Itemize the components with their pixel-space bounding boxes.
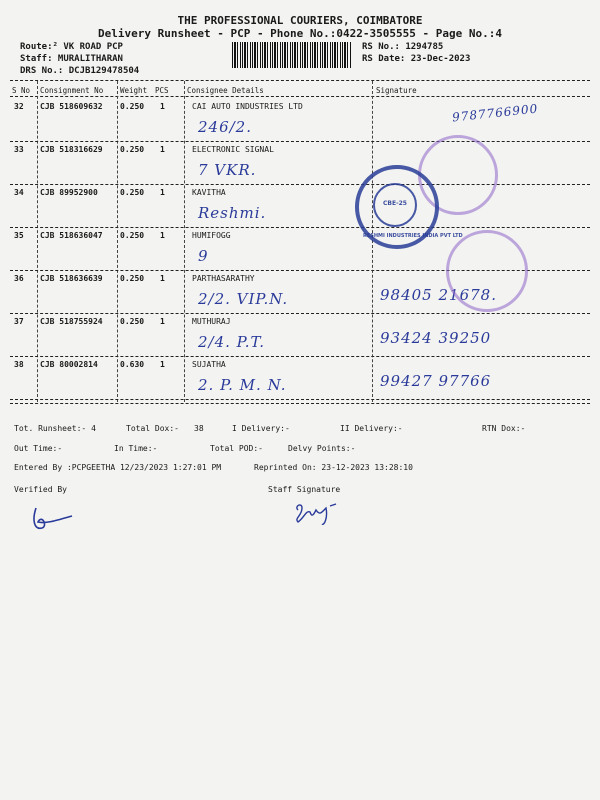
row-pcs: 1	[160, 188, 165, 197]
row-consignee: SUJATHA	[192, 360, 226, 369]
row-weight: 0.250	[120, 188, 145, 197]
drs-number: DRS No.: DCJB129478504	[20, 66, 140, 76]
column-divider	[184, 81, 185, 402]
row-sno: 38	[14, 360, 24, 369]
row-handwritten-address: Reshmi.	[198, 204, 267, 222]
row-consignee: MUTHURAJ	[192, 317, 231, 326]
column-header-consignment: Consignment No	[40, 86, 104, 95]
column-header-sno: S No	[12, 86, 31, 95]
row-sno: 36	[14, 274, 24, 283]
row-weight: 0.630	[120, 360, 145, 369]
column-header-weight: Weight	[120, 86, 148, 95]
rs-number: RS No.: 1294785	[362, 42, 444, 52]
row-handwritten-address: 7 VKR.	[198, 161, 257, 179]
entered-by: Entered By :PCPGEETHA 12/23/2023 1:27:01 PM	[14, 463, 222, 472]
verified-by-label: Verified By	[14, 485, 67, 494]
row-consignee: CAI AUTO INDUSTRIES LTD	[192, 102, 303, 111]
row-sno: 37	[14, 317, 24, 326]
row-consignee: HUMIFOGG	[192, 231, 231, 240]
column-header-consignee: Consignee Details	[187, 86, 264, 95]
row-separator	[10, 141, 590, 142]
verified-signature	[28, 500, 78, 534]
total-dox-value: 38	[194, 424, 204, 433]
total-dox-label: Total Dox:-	[126, 424, 179, 433]
row-pcs: 1	[160, 360, 165, 369]
staff-signature	[292, 496, 342, 530]
row-pcs: 1	[160, 145, 165, 154]
total-pod: Total POD:-	[210, 444, 263, 453]
row-pcs: 1	[160, 231, 165, 240]
row-sno: 32	[14, 102, 24, 111]
row-consignment-no: CJB 518316629	[40, 145, 103, 154]
row-separator	[10, 399, 590, 400]
row-handwritten-phone: 98405 21678.	[380, 286, 497, 304]
barcode	[232, 42, 352, 68]
row-weight: 0.250	[120, 145, 145, 154]
reshmi-stamp	[355, 165, 463, 249]
route-info: Route:² VK ROAD PCP	[20, 42, 123, 52]
company-title: THE PROFESSIONAL COURIERS, COIMBATORE	[177, 14, 423, 27]
row-handwritten-phone: 99427 97766	[380, 372, 492, 390]
i-delivery: I Delivery:-	[232, 424, 290, 433]
row-sno: 33	[14, 145, 24, 154]
row-handwritten-phone: 9787766900	[451, 101, 539, 125]
row-separator	[10, 184, 590, 185]
row-consignment-no: CJB 518755924	[40, 317, 103, 326]
row-consignment-no: CJB 518609632	[40, 102, 103, 111]
row-weight: 0.250	[120, 274, 145, 283]
ii-delivery: II Delivery:-	[340, 424, 403, 433]
table-top-border	[10, 80, 590, 81]
row-weight: 0.250	[120, 231, 145, 240]
row-handwritten-address: 2. P. M. N.	[198, 376, 287, 394]
row-weight: 0.250	[120, 102, 145, 111]
runsheet-subtitle: Delivery Runsheet - PCP - Phone No.:0422-3505555 - Page No.:4	[98, 27, 502, 40]
row-handwritten-address: 2/2. VIP.N.	[198, 290, 289, 308]
reshmi-stamp-text: RESHMI INDUSTRIES INDIA PVT LTD	[363, 233, 463, 239]
reprinted-on: Reprinted On: 23-12-2023 13:28:10	[254, 463, 413, 472]
delivery-points: Delvy Points:-	[288, 444, 356, 453]
column-header-signature: Signature	[376, 86, 417, 95]
row-handwritten-phone: 93424 39250	[380, 329, 492, 347]
total-runsheet: Tot. Runsheet:- 4	[14, 424, 96, 433]
row-sno: 34	[14, 188, 24, 197]
row-consignment-no: CJB 518636639	[40, 274, 103, 283]
row-separator	[10, 313, 590, 314]
rs-date: RS Date: 23-Dec-2023	[362, 54, 471, 64]
row-consignment-no: CJB 89952900	[40, 188, 98, 197]
out-time: Out Time:-	[14, 444, 63, 453]
row-consignee: PARTHASARATHY	[192, 274, 255, 283]
row-pcs: 1	[160, 317, 165, 326]
staff-signature-label: Staff Signature	[268, 485, 341, 494]
row-consignment-no: CJB 518636047	[40, 231, 103, 240]
row-weight: 0.250	[120, 317, 145, 326]
column-divider	[117, 81, 118, 402]
rtn-dox: RTN Dox:-	[482, 424, 526, 433]
row-separator	[10, 227, 590, 228]
totals-top-border	[10, 403, 590, 404]
row-pcs: 1	[160, 102, 165, 111]
row-separator	[10, 356, 590, 357]
row-consignment-no: CJB 80002814	[40, 360, 98, 369]
row-handwritten-address: 9	[198, 247, 209, 265]
row-handwritten-address: 246/2.	[198, 118, 252, 136]
staff-info: Staff: MURALITHARAN	[20, 54, 123, 64]
reshmi-stamp-center: CBE-25	[383, 200, 407, 207]
column-header-pcs: PCS	[155, 86, 169, 95]
row-consignee: ELECTRONIC SIGNAL	[192, 145, 274, 154]
header-bottom-border	[10, 96, 590, 97]
row-consignee: KAVITHA	[192, 188, 226, 197]
in-time: In Time:-	[114, 444, 158, 453]
humifogg-stamp	[446, 230, 528, 312]
row-sno: 35	[14, 231, 24, 240]
row-pcs: 1	[160, 274, 165, 283]
row-handwritten-address: 2/4. P.T.	[198, 333, 266, 351]
column-divider	[37, 81, 38, 402]
